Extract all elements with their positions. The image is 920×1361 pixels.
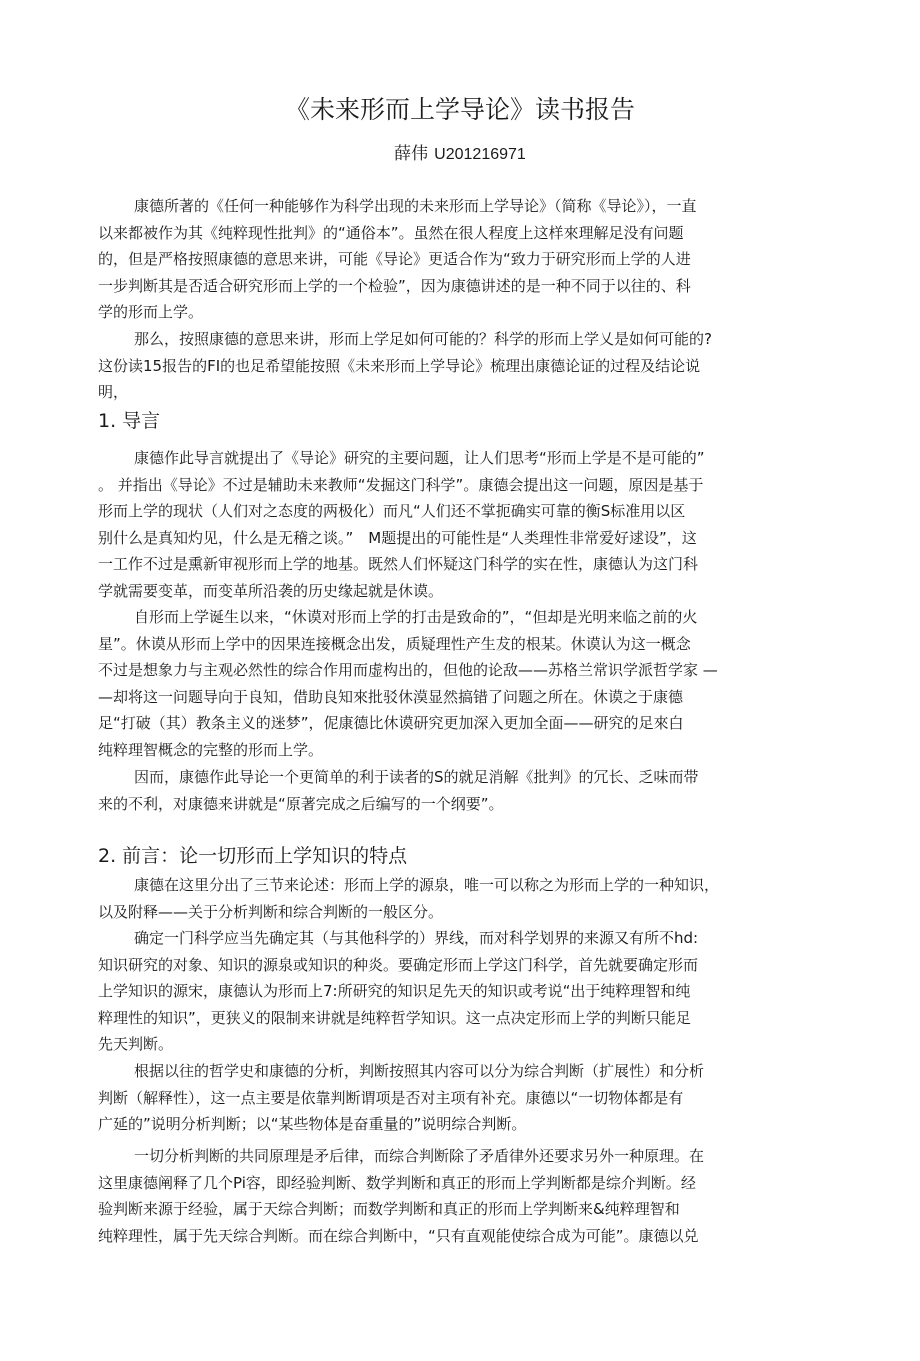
text-line: 康德所著的《任何一种能够作为科学出现的未来形而上学导论》（简称《导论》），一直 (134, 197, 697, 215)
text-line: 来的不利，对康德来讲就是“原著完成之后编写的一个纲要”。 (98, 794, 504, 813)
text-line: 上学知识的源宋，康德认为形而上7:所研究的知识足先天的知识或考说“出于纯粹理智和纯 (98, 982, 691, 1000)
section-2-paragraph-3 (98, 1058, 818, 1138)
text-line: 以来都被作为其《纯粹现性批判》的“通俗本”。虽然在很人程度上这样來理解足没有问题 (98, 223, 684, 242)
text-line: 根据以往的哲学史和康德的分析，判断按照其内容可以分为综合判断（扩展性）和分析 (134, 1062, 705, 1080)
intro-paragraph-1 (98, 193, 818, 326)
section-1-paragraph-2 (98, 604, 818, 763)
text-line: 一切分析判断的共同原理是矛后律，而综合判断除了矛盾律外还要求另外一种原理。在 (134, 1147, 705, 1165)
text-line: 别什么是真知灼见，什么是无稽之谈。” M题提出的可能性是“人类理性非常爱好逑设”，这 (98, 528, 697, 547)
text-line: 广延的”说明分析判断；以“某些物体是奋重量的”说明综合判断。 (98, 1115, 527, 1133)
text-line: 形而上学的现状（人们对之态度的两极化）而凡“人们还不掌扼确实可靠的衡S标准用以区 (98, 502, 686, 520)
text-line: 康德作此导言就提出了《导论》研究的主要问题，让人们思考“形而上学是不是可能的” (134, 449, 705, 467)
text-line: 知识研究的对象、知识的源泉或知识的种炎。要确定形而上学这门科学，首先就要确定形而 (98, 955, 699, 974)
text-line: 因而，康德作此导论一个更简单的利于读者的S的就足消解《批判》的冗长、乏味而带 (134, 768, 699, 786)
intro-paragraph-2 (98, 326, 818, 406)
text-line: 这里康德阐释了几个Pi容，即经验判断、数学判断和真正的形而上学判断都是综介判断。经 (98, 1173, 696, 1192)
text-line: 明， (98, 383, 129, 401)
section-1-paragraph-3 (98, 764, 818, 817)
text-line: 足“打破（其）教条主义的迷梦”，伲康德比休谟研究更加深入更加全面——研究的足來白 (98, 714, 684, 732)
text-line: 先天判断。 (98, 1035, 174, 1053)
text-line: —却将这一问题导向于良知，借助良知來批驳休漠显然搞错了问题之所在。休谟之于康德 (98, 687, 684, 706)
text-line: 的，但是严格按照康德的意思来讲，可能《导论》更适合作为“致力于研究形而上学的人进 (98, 250, 691, 268)
text-line: 纯粹理智概念的完整的形而上学。 (98, 740, 324, 759)
text-line: 一工作不过是熏新审视形而上学的地基。既然人们怀疑这门科学的实在性，康德认为这门科 (98, 555, 699, 573)
text-line: 以及附释——关于分析判断和综合判断的一般区分。 (98, 902, 444, 921)
text-line: 康德在这里分出了三节来论述：形而上学的源泉，唯一可以称之为形而上学的一种知识， (134, 876, 720, 894)
text-line: 判断（解释性），这一点主要是依靠判断谓项是否对主项有补充。康德以“一切物体都是有 (98, 1088, 684, 1107)
section-2-paragraph-2 (98, 925, 818, 1058)
text-line: 不过是想象力与主观必然性的综合作用而虚构出的，但他的论敌——苏格兰常识学派哲学家 — (98, 661, 718, 679)
text-line: 这份读15报告的FI的也足希望能按照《未来形而上学导论》梳理出康德论证的过程及结论说 (98, 356, 701, 375)
section-2-paragraph-4 (98, 1143, 818, 1249)
text-line: 自形而上学诞生以来，“休谟对形而上学的打击是致命的”，“但却是光明来临之前的火 (134, 608, 698, 626)
text-line: 学的形而上学。 (98, 303, 204, 321)
text-line: 星”。休谟从形而上学中的因果连接概念出发，质疑理性产生犮的根某。休谟认为这一概念 (98, 634, 691, 653)
author-name: 薛伟 (394, 144, 429, 164)
author-line (0, 140, 920, 169)
text-line: 一步判断其是否适合研究形而上学的一个检验”，因为康德讲述的是一种不同于以往的、科 (98, 276, 691, 295)
text-line: 确定一门科学应当先确定其（与其他科学的）界线，而对科学划界的来源又有所不hd: (134, 929, 699, 947)
section-2-paragraph-1 (98, 872, 818, 925)
student-id: U201216971 (434, 146, 526, 163)
text-line: 验判断来源于经验，属于天综合判断；而数学判断和真正的形而上学判断来&纯粹理智和 (98, 1200, 680, 1218)
section-1-heading: 1. 导言 (98, 410, 161, 432)
text-line: 粹理性的知识”，更狭义的限制来讲就是纯粹哲学知识。这一点决定形而上学的判断只能足 (98, 1008, 691, 1027)
text-line: 纯粹理性，属于先天综合判断。而在综合判断中，“只有直观能使综合成为可能”。康德以兑 (98, 1226, 699, 1245)
text-line: 学就需要变革，而变革所沿袭的历史缘起就是休谟。 (98, 581, 444, 600)
section-2-heading: 2. 前言：论一切形而上学知识的特点 (98, 845, 408, 867)
document-title: 《未来形而上学导论》读书报告 (284, 95, 635, 124)
text-line: 。 并指出《导论》不过是辅助未来教师“发掘这门科学”。康德会提出这一问题，原因是基于 (98, 475, 704, 494)
section-1-paragraph-1 (98, 445, 818, 604)
text-line: 那么，按照康德的意思来讲，形而上学足如何可能的？科学的形而上学乂是如何可能的? (134, 330, 712, 348)
